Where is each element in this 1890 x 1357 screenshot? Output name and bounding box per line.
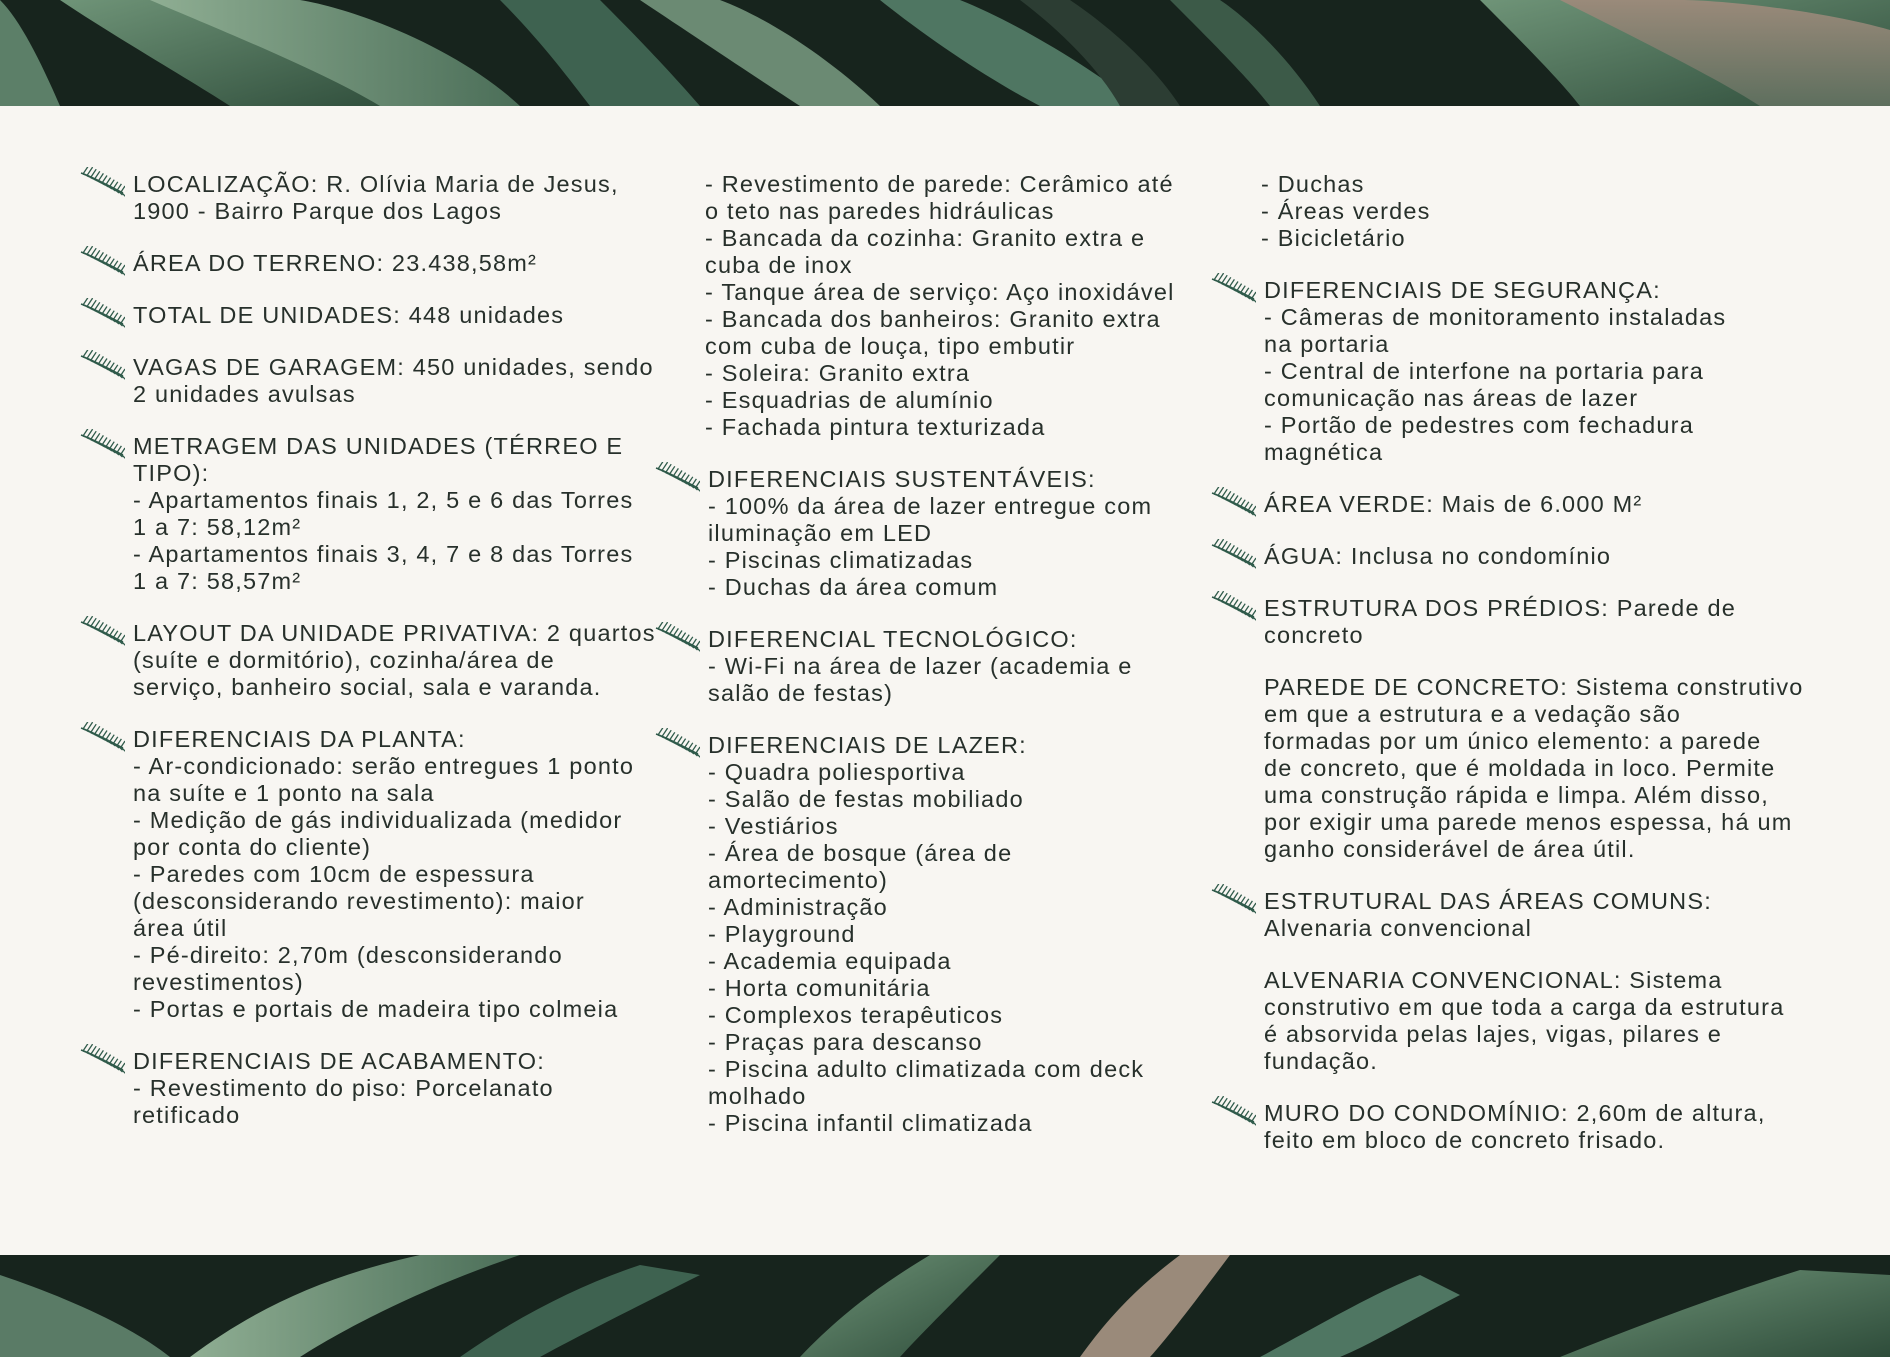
text-line: na portaria bbox=[1264, 331, 1390, 357]
text-line: - Playground bbox=[708, 921, 856, 947]
text-line: 1 a 7: 58,12m² bbox=[133, 514, 302, 540]
palm-leaf-icon bbox=[79, 167, 125, 197]
text-line: - Piscina adulto climatizada com deck bbox=[708, 1056, 1145, 1082]
text-line: - Soleira: Granito extra bbox=[705, 360, 971, 386]
text-line: magnética bbox=[1264, 439, 1384, 465]
feature-item bbox=[1210, 888, 1820, 942]
tropical-leaf-banner-top bbox=[0, 0, 1890, 106]
palm-leaf-icon bbox=[654, 622, 700, 652]
text-line: com cuba de louça, tipo embutir bbox=[705, 333, 1076, 359]
text-line: - Portão de pedestres com fechadura bbox=[1264, 412, 1694, 438]
text-line: - Esquadrias de alumínio bbox=[705, 387, 994, 413]
palm-leaf-icon bbox=[1210, 487, 1256, 517]
text-line: revestimentos) bbox=[133, 969, 304, 995]
palm-leaf-icon bbox=[79, 298, 125, 328]
text-line: 2 unidades avulsas bbox=[133, 381, 356, 407]
text-line: - Tanque área de serviço: Aço inoxidável bbox=[705, 279, 1175, 305]
palm-leaf-icon bbox=[1210, 1096, 1256, 1126]
text-line: ESTRUTURAL DAS ÁREAS COMUNS: bbox=[1264, 888, 1712, 914]
text-line: ÁREA DO TERRENO: 23.438,58m² bbox=[133, 250, 538, 276]
continued-list bbox=[654, 171, 1194, 441]
text-line: salão de festas) bbox=[708, 680, 894, 706]
text-line: - Vestiários bbox=[708, 813, 839, 839]
palm-leaf-icon bbox=[654, 462, 700, 492]
palm-leaf-icon bbox=[654, 728, 700, 758]
text-line: DIFERENCIAIS DE ACABAMENTO: bbox=[133, 1048, 545, 1074]
text-line: VAGAS DE GARAGEM: 450 unidades, sendo bbox=[133, 354, 654, 380]
palm-leaf-icon bbox=[79, 350, 125, 380]
text-line: iluminação em LED bbox=[708, 520, 933, 546]
text-line: DIFERENCIAIS DE SEGURANÇA: bbox=[1264, 277, 1661, 303]
text-line: - Academia equipada bbox=[708, 948, 952, 974]
text-line: - Portas e portais de madeira tipo colmeia bbox=[133, 996, 619, 1022]
text-line: - Apartamentos finais 1, 2, 5 e 6 das Torres bbox=[133, 487, 634, 513]
text-line: TOTAL DE UNIDADES: 448 unidades bbox=[133, 302, 565, 328]
text-line: (suíte e dormitório), cozinha/área de bbox=[133, 647, 555, 673]
feature-item bbox=[79, 620, 669, 701]
feature-item bbox=[79, 433, 669, 595]
palm-leaf-icon bbox=[1210, 884, 1256, 914]
palm-leaf-icon bbox=[79, 722, 125, 752]
text-line: - Praças para descanso bbox=[708, 1029, 983, 1055]
description-paragraph bbox=[1210, 674, 1820, 863]
text-line: formadas por um único elemento: a parede bbox=[1264, 728, 1762, 754]
text-line: feito em bloco de concreto frisado. bbox=[1264, 1127, 1666, 1153]
features-sheet bbox=[0, 106, 1890, 1255]
text-line: de concreto, que é moldada in loco. Permite bbox=[1264, 755, 1776, 781]
text-line: é absorvida pelas lajes, vigas, pilares e bbox=[1264, 1021, 1723, 1047]
text-line: - Complexos terapêuticos bbox=[708, 1002, 1004, 1028]
text-line: - Salão de festas mobiliado bbox=[708, 786, 1024, 812]
feature-item bbox=[654, 466, 1194, 601]
text-line: DIFERENCIAIS DE LAZER: bbox=[708, 732, 1027, 758]
column-2 bbox=[654, 171, 1194, 1162]
text-line: na suíte e 1 ponto na sala bbox=[133, 780, 435, 806]
text-line: fundação. bbox=[1264, 1048, 1379, 1074]
text-line: - Horta comunitária bbox=[708, 975, 931, 1001]
text-line: DIFERENCIAIS DA PLANTA: bbox=[133, 726, 466, 752]
feature-item bbox=[1210, 1100, 1820, 1154]
text-line: molhado bbox=[708, 1083, 807, 1109]
text-line: o teto nas paredes hidráulicas bbox=[705, 198, 1055, 224]
text-line: comunicação nas áreas de lazer bbox=[1264, 385, 1639, 411]
text-line: 1 a 7: 58,57m² bbox=[133, 568, 302, 594]
text-line: - Administração bbox=[708, 894, 888, 920]
palm-leaf-icon bbox=[1210, 273, 1256, 303]
text-line: por conta do cliente) bbox=[133, 834, 372, 860]
text-line: - Bancada da cozinha: Granito extra e bbox=[705, 225, 1146, 251]
continued-list bbox=[1210, 171, 1820, 252]
feature-item bbox=[654, 732, 1194, 1137]
description-paragraph bbox=[1210, 967, 1820, 1075]
text-line: - Revestimento do piso: Porcelanato bbox=[133, 1075, 554, 1101]
text-line: ALVENARIA CONVENCIONAL: Sistema bbox=[1264, 967, 1723, 993]
text-line: - Duchas bbox=[1261, 171, 1365, 197]
leaf-pattern-bottom bbox=[0, 1255, 1890, 1357]
text-line: - Câmeras de monitoramento instaladas bbox=[1264, 304, 1727, 330]
leaf-pattern-top bbox=[0, 0, 1890, 106]
text-line: construtivo em que toda a carga da estrutura bbox=[1264, 994, 1785, 1020]
text-line: - Fachada pintura texturizada bbox=[705, 414, 1046, 440]
text-line: - Central de interfone na portaria para bbox=[1264, 358, 1705, 384]
text-line: - 100% da área de lazer entregue com bbox=[708, 493, 1153, 519]
palm-leaf-icon bbox=[79, 616, 125, 646]
text-line: - Duchas da área comum bbox=[708, 574, 999, 600]
palm-leaf-icon bbox=[79, 1044, 125, 1074]
text-line: uma construção rápida e limpa. Além disso, bbox=[1264, 782, 1769, 808]
text-line: - Quadra poliesportiva bbox=[708, 759, 966, 785]
feature-item bbox=[79, 354, 669, 408]
text-line: 1900 - Bairro Parque dos Lagos bbox=[133, 198, 503, 224]
text-line: amortecimento) bbox=[708, 867, 889, 893]
text-line: serviço, banheiro social, sala e varanda. bbox=[133, 674, 602, 700]
text-line: - Wi-Fi na área de lazer (academia e bbox=[708, 653, 1133, 679]
feature-item bbox=[1210, 277, 1820, 466]
text-line: - Medição de gás individualizada (medidor bbox=[133, 807, 623, 833]
text-line: - Pé-direito: 2,70m (desconsiderando bbox=[133, 942, 563, 968]
feature-item bbox=[1210, 595, 1820, 649]
text-line: - Piscinas climatizadas bbox=[708, 547, 974, 573]
text-line: ganho considerável de área útil. bbox=[1264, 836, 1636, 862]
column-1 bbox=[79, 171, 669, 1154]
text-line: - Paredes com 10cm de espessura bbox=[133, 861, 535, 887]
text-line: LAYOUT DA UNIDADE PRIVATIVA: 2 quartos bbox=[133, 620, 656, 646]
text-line: METRAGEM DAS UNIDADES (TÉRREO E bbox=[133, 433, 624, 459]
text-line: por exigir uma parede menos espessa, há um bbox=[1264, 809, 1793, 835]
text-line: PAREDE DE CONCRETO: Sistema construtivo bbox=[1264, 674, 1804, 700]
text-line: (desconsiderando revestimento): maior bbox=[133, 888, 585, 914]
text-line: ÁREA VERDE: Mais de 6.000 M² bbox=[1264, 491, 1643, 517]
feature-item bbox=[79, 726, 669, 1023]
palm-leaf-icon bbox=[79, 246, 125, 276]
text-line: retificado bbox=[133, 1102, 241, 1128]
feature-item bbox=[654, 626, 1194, 707]
text-line: área útil bbox=[133, 915, 228, 941]
text-line: - Bancada dos banheiros: Granito extra bbox=[705, 306, 1161, 332]
text-line: TIPO): bbox=[133, 460, 210, 486]
text-line: - Bicicletário bbox=[1261, 225, 1406, 251]
text-line: - Apartamentos finais 3, 4, 7 e 8 das Torres bbox=[133, 541, 634, 567]
feature-item bbox=[1210, 543, 1820, 570]
text-line: - Área de bosque (área de bbox=[708, 840, 1013, 866]
text-line: DIFERENCIAL TECNOLÓGICO: bbox=[708, 626, 1078, 652]
text-line: Alvenaria convencional bbox=[1264, 915, 1533, 941]
feature-item bbox=[79, 171, 669, 225]
tropical-leaf-banner-bottom bbox=[0, 1255, 1890, 1357]
feature-item bbox=[79, 250, 669, 277]
text-line: - Revestimento de parede: Cerâmico até bbox=[705, 171, 1174, 197]
text-line: ÁGUA: Inclusa no condomínio bbox=[1264, 543, 1612, 569]
palm-leaf-icon bbox=[1210, 591, 1256, 621]
palm-leaf-icon bbox=[79, 429, 125, 459]
text-line: em que a estrutura e a vedação são bbox=[1264, 701, 1682, 727]
column-3 bbox=[1210, 171, 1820, 1179]
feature-item bbox=[79, 302, 669, 329]
text-line: concreto bbox=[1264, 622, 1364, 648]
text-line: - Piscina infantil climatizada bbox=[708, 1110, 1033, 1136]
feature-item bbox=[1210, 491, 1820, 518]
feature-item bbox=[79, 1048, 669, 1129]
text-line: cuba de inox bbox=[705, 252, 853, 278]
text-line: MURO DO CONDOMÍNIO: 2,60m de altura, bbox=[1264, 1100, 1766, 1126]
palm-leaf-icon bbox=[1210, 539, 1256, 569]
text-line: DIFERENCIAIS SUSTENTÁVEIS: bbox=[708, 466, 1096, 492]
text-line: - Ar-condicionado: serão entregues 1 ponto bbox=[133, 753, 635, 779]
text-line: - Áreas verdes bbox=[1261, 198, 1431, 224]
text-line: LOCALIZAÇÃO: R. Olívia Maria de Jesus, bbox=[133, 171, 619, 197]
text-line: ESTRUTURA DOS PRÉDIOS: Parede de bbox=[1264, 595, 1736, 621]
